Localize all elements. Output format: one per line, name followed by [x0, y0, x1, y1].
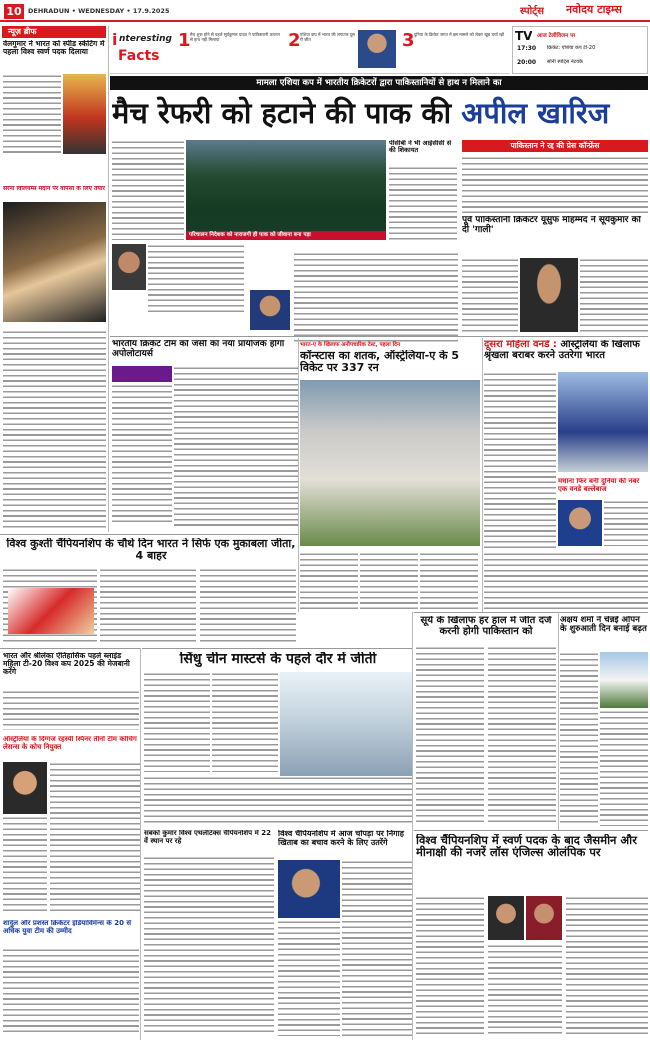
column-rule [482, 338, 483, 612]
mandhana-photo [558, 500, 602, 546]
coach-photo [3, 762, 47, 814]
tv-time-2: 20:00 [517, 59, 537, 66]
womens-headline: ऑस्ट्रेलिया के खिलाफ श्रृंखला बराबर करने उतरेगा भारत [484, 340, 640, 361]
yousuf-photo [520, 258, 578, 332]
apollo-logo [112, 366, 172, 382]
wrestling-body-2 [100, 568, 196, 644]
jersey-body-2 [112, 384, 172, 526]
akshay-body [560, 652, 598, 826]
jersey-sponsor-headline: भारतीय क्रिकेट टीम को जर्सी का नया प्रायोजक होगा अपोलोटायर्स [112, 340, 285, 359]
meenakshi-photo [526, 896, 562, 940]
jersey-body [174, 366, 298, 526]
divider [414, 612, 648, 613]
sindhu-body-3 [144, 776, 412, 826]
aus-coach-body [50, 762, 140, 912]
surya-headline: सूर्य के खिलाफ हर हाल में जीत दर्ज करनी होगी पाकिस्तान को [420, 616, 552, 637]
jasmine-body-3 [566, 896, 648, 1036]
tv-box [512, 26, 648, 74]
t20wc-body [3, 690, 139, 730]
wrestler-photo [8, 588, 94, 634]
official-portrait [112, 244, 146, 290]
aus-body-3 [420, 552, 478, 612]
jasmine-body-1 [416, 896, 484, 1036]
womens-kicker: दूसरा महिला वनडे : [484, 340, 561, 350]
fact-2-number: 2 [288, 30, 301, 51]
facts-logo [112, 30, 176, 70]
divider [142, 648, 412, 649]
fact-2 [288, 30, 398, 70]
shafali-headline: शार्दुल और प्रशस्त क्रिकेटर इंडियाविमेन्स के 20 से अधिक युवा टीम की उम्मीद [3, 920, 132, 935]
pak-presser-body-3 [580, 258, 648, 332]
wrestling-body-3 [200, 568, 296, 644]
divider [414, 830, 648, 831]
fact-3-text: दुनिया के क्रिकेट जगत में इस मामले को लेकर खूब चर्चा रही [414, 32, 505, 37]
sindhu-body-1 [144, 672, 210, 772]
pak-presser-bar: पाकिस्तान ने रद्द की प्रेस कॉन्फ्रेंस [462, 140, 648, 152]
tv-label: TV [515, 29, 533, 43]
tv-heading: आज टेलीविजन पर [537, 33, 576, 39]
pak-presser-body [462, 156, 648, 214]
womens-action-photo [558, 372, 648, 472]
brand-title: नवोदय टाइम्स [566, 3, 622, 16]
surya-body-1 [416, 646, 484, 826]
lead-headline-blue: अपील खारिज [461, 96, 610, 130]
fact-3 [402, 30, 510, 70]
t20wc-headline: भारत और श्रीलंका ऐतिहासिक पहले ब्लाइंड महिला टी-20 विश्व कप 2025 की मेजबानी करेंगे [3, 652, 130, 677]
shafali-body [3, 948, 139, 1036]
womens-odi-headline [484, 340, 648, 362]
page-number: 10 [4, 4, 24, 19]
konstas-photo [300, 380, 480, 546]
jasmine-body-2 [488, 944, 562, 1036]
sindhu-body-2 [212, 672, 278, 772]
aus-body-1 [300, 552, 358, 612]
athletics-headline: सबको कुमार विश्व एथलेटिक्स चैंपियनशिप में 22 वें स्थान पर रहे [144, 830, 271, 845]
divider [0, 534, 298, 535]
lead-side-headline: पीसीबी ने भी आईसीसी से की शिकायत [389, 140, 452, 155]
skater-photo [63, 74, 106, 154]
neeraj-headline: विश्व चैंपियनशिप में आज चोपड़ा पर निगाह खिताब का बचाव करने के लिए उतरेंगे [278, 830, 405, 847]
lead-photo-caption: परिचालन निदेशक को नाराजगी ही पाक को जीवाना बना पड़ा [186, 231, 386, 240]
akshay-body-2 [600, 710, 648, 826]
jasmine-headline: विश्व चैंपियनशिप में स्वर्ण पदक के बाद जैसमीन और मीनाक्षी की नजरें लॉस एंजिल्स ओलंपिक पर [416, 834, 637, 859]
column-rule [298, 338, 299, 612]
tv-time-1: 17:30 [517, 45, 537, 52]
facts-logo-interesting: nteresting [119, 34, 172, 44]
aus-body-2 [360, 552, 418, 612]
aus-coach-body-2 [3, 816, 47, 912]
pak-presser-body-2 [462, 258, 518, 332]
divider [110, 336, 648, 337]
news-brief-column [0, 26, 108, 328]
sindhu-headline: सिंधु चीन मास्टर्स के पहले दौर में जीती [179, 652, 377, 667]
masthead [0, 0, 650, 22]
lead-side-body [389, 166, 457, 240]
brief-headline-1: वेलगुमार ने भारत को स्पीड स्केटिंग में पहला विश्व स्वर्ण पदक दिलाया [3, 40, 105, 57]
akshay-headline: अक्षय शर्मा ने चेन्नई ओपन के शुरुआती दिन बनाई बढ़त [560, 616, 647, 635]
column-rule [108, 26, 109, 532]
aus-coach-headline: ऑस्ट्रेलिया के दिग्गज रहस्यी स्पिनर तीनों टीम कोचिंग लेसन्स के कोच नियुक्त [3, 736, 137, 751]
athletics-body [144, 856, 274, 1036]
fact-1-number: 1 [178, 30, 191, 51]
lead-body-col-1 [112, 140, 184, 240]
pak-presser-headline: पूर्व पाकिस्तानी क्रिकेटर यूसुफ मोहम्मद ने सूर्यकुमार को दी 'गाली' [462, 216, 641, 235]
jasmine-photo [488, 896, 524, 940]
brief-label: न्यूज़ ब्रीफ [2, 26, 106, 38]
serena-body [3, 330, 106, 530]
dateline: DEHRADUN • WEDNESDAY • 17.9.2025 [28, 7, 170, 15]
aus-kicker: भारत-ए के खिलाफ अनौपचारिक टेस्ट, पहला दिन [300, 342, 401, 348]
sindhu-photo [280, 672, 412, 776]
brief-body-1 [3, 74, 61, 154]
interesting-facts [110, 26, 510, 74]
surya-body-2 [488, 646, 556, 826]
womens-body [484, 372, 556, 550]
lead-body-col-4 [294, 252, 458, 342]
neeraj-body-1 [342, 860, 412, 1036]
facts-logo-i: i [112, 30, 118, 49]
lead-headline-black: मैच रेफरी को हटाने की पाक की [112, 96, 462, 130]
aus-headline: कॉन्स्टास का शतक, ऑस्ट्रेलिया-ए के 5 विकेट पर 337 रन [300, 350, 460, 374]
tv-line-1: क्रिकेट: एशिया कप टी-20 [547, 45, 596, 51]
column-rule [558, 612, 559, 830]
neeraj-photo [278, 860, 340, 918]
neeraj-body-2 [278, 920, 340, 1036]
section-title: स्पोर्ट्स [520, 6, 544, 17]
pcb-chief-photo [250, 290, 290, 330]
fact-1 [178, 30, 283, 70]
tv-line-2: सोनी स्पोर्ट्स नेटवर्क [547, 59, 583, 65]
fact-3-number: 3 [402, 30, 415, 51]
column-rule [412, 612, 413, 1040]
mandhana-body [604, 500, 648, 546]
fact-2-text: एशिया कप में भारत की लगातार दूसरी जीत [300, 32, 355, 43]
fact-2-player-photo [358, 30, 396, 68]
divider [0, 648, 140, 649]
womens-body-2 [484, 552, 648, 612]
lead-kicker: मामला एशिया कप में भारतीय क्रिकेटरों द्वारा पाकिस्तानियों से हाथ न मिलाने का [110, 76, 648, 90]
facts-logo-facts: Facts [118, 48, 160, 64]
pakistan-team-photo [186, 140, 386, 240]
lead-body-col-3 [148, 244, 244, 314]
fact-1-text: मैच शुरू होने से पहले सूर्यकुमार यादव ने पाकिस्तानी कप्तान से हाथ नहीं मिलाया [190, 32, 280, 43]
brief-headline-2: सेरेना विलियम्स मैदान पर वापसी के लिए तैयार [3, 186, 105, 192]
serena-photo [3, 202, 106, 322]
column-rule [140, 648, 141, 1040]
wrestling-headline: विश्व कुश्ती चैंपियनशिप के चौथे दिन भारत ने सिर्फ एक मुकाबला जीता, 4 बाहर [6, 538, 296, 562]
akshay-photo [600, 652, 648, 708]
lead-headline [112, 92, 648, 134]
mandhana-headline: मंधाना फिर बनी दुनिया की नंबर एक वनडे बल्लेबाज [558, 478, 640, 493]
